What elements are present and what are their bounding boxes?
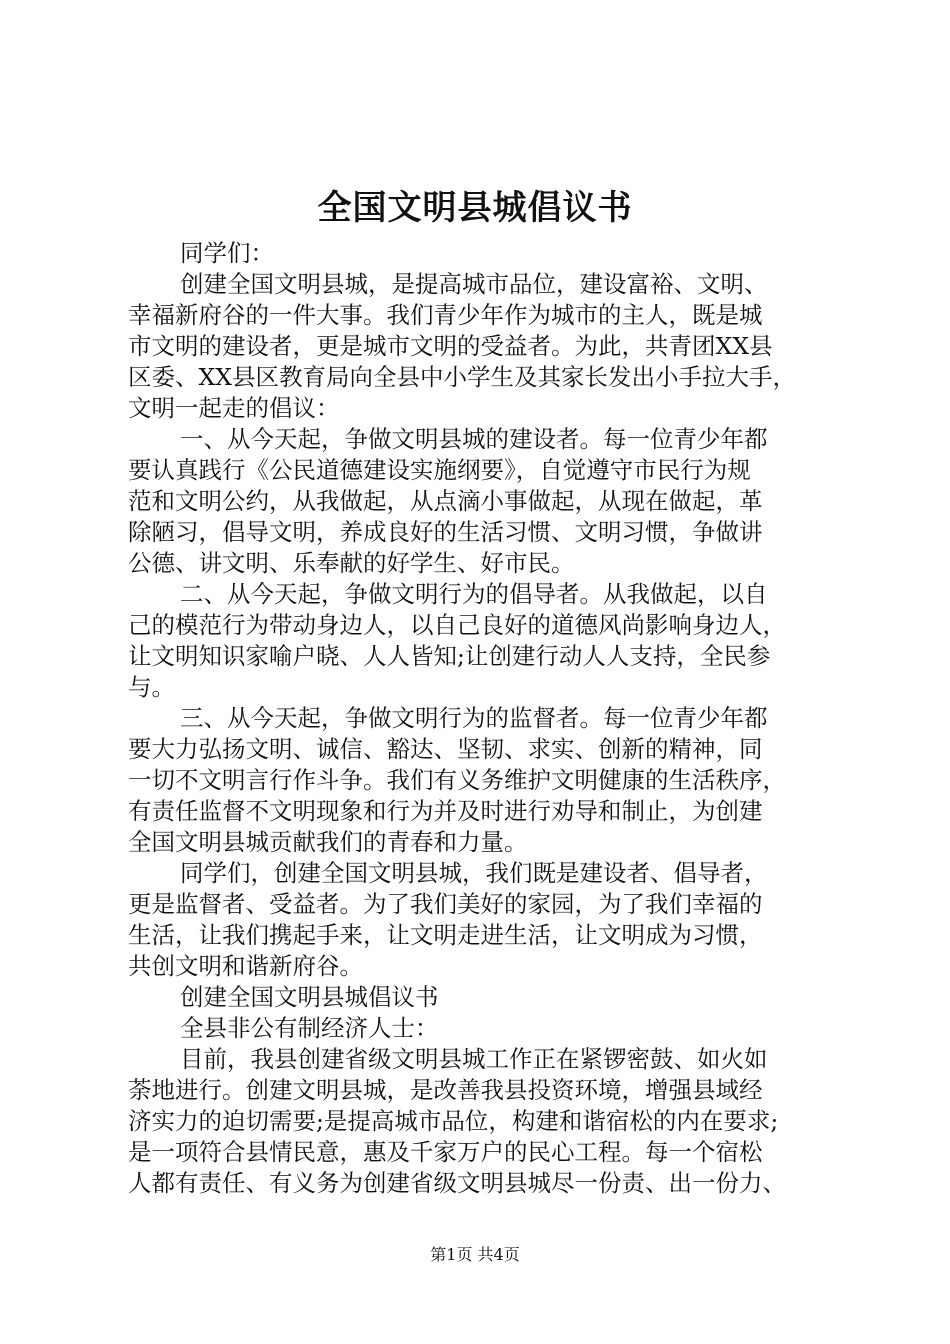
- section-heading: 创建全国文明县城倡议书: [180, 983, 439, 1011]
- paragraph-line: 让文明知识家喻户晓、人人皆知;让创建行动人人支持，全民参: [128, 642, 771, 670]
- page-number-footer: 第1页 共4页: [430, 1245, 520, 1264]
- document-title: 全国文明县城倡议书: [317, 188, 633, 228]
- paragraph-line: 同学们，创建全国文明县城，我们既是建设者、倡导者，: [180, 859, 768, 887]
- paragraph-line: 范和文明公约，从我做起，从点滴小事做起，从现在做起，革: [128, 487, 763, 515]
- paragraph-line: 荼地进行。创建文明县城，是改善我县投资环境，增强县域经: [128, 1076, 763, 1104]
- paragraph-line: 是一项符合县情民意，惠及千家万户的民心工程。每一个宿松: [128, 1138, 763, 1166]
- paragraph-line: 一切不文明言行作斗争。我们有义务维护文明健康的生活秩序，: [128, 766, 786, 794]
- paragraph-line: 一、从今天起，争做文明县城的建设者。每一位青少年都: [180, 425, 768, 453]
- paragraph-line: 己的模范行为带动身边人，以自己良好的道德风尚影响身边人，: [128, 611, 786, 639]
- paragraph-line: 人都有责任、有义务为创建省级文明县城尽一份责、出一份力、: [128, 1169, 786, 1197]
- paragraph-line: 公德、讲文明、乐奉献的好学生、好市民。: [128, 549, 575, 577]
- paragraph-line: 除陋习，倡导文明，养成良好的生活习惯、文明习惯，争做讲: [128, 518, 763, 546]
- paragraph-line: 要认真践行《公民道德建设实施纲要》，自觉遵守市民行为规: [128, 456, 751, 484]
- paragraph-line: 幸福新府谷的一件大事。我们青少年作为城市的主人，既是城: [128, 301, 763, 329]
- paragraph-line: 创建全国文明县城，是提高城市品位，建设富裕、文明、: [180, 270, 768, 298]
- paragraph-line: 三、从今天起，争做文明行为的监督者。每一位青少年都: [180, 704, 768, 732]
- salutation: 同学们：: [180, 239, 274, 267]
- paragraph-line: 要大力弘扬文明、诚信、豁达、坚韧、求实、创新的精神，同: [128, 735, 763, 763]
- paragraph-line: 更是监督者、受益者。为了我们美好的家园，为了我们幸福的: [128, 890, 763, 918]
- paragraph-line: 全国文明县城贡献我们的青春和力量。: [128, 828, 528, 856]
- paragraph-line: 文明一起走的倡议：: [128, 394, 340, 422]
- paragraph-line: 有责任监督不文明现象和行为并及时进行劝导和制止，为创建: [128, 797, 763, 825]
- paragraph-line: 二、从今天起，争做文明行为的倡导者。从我做起，以自: [180, 580, 768, 608]
- document-body: [128, 238, 834, 1199]
- paragraph-line: 与。: [128, 673, 175, 701]
- paragraph-line: 生活，让我们携起手来，让文明走进生活，让文明成为习惯，: [128, 921, 763, 949]
- paragraph-line: 共创文明和谐新府谷。: [128, 952, 363, 980]
- paragraph-line: 目前，我县创建省级文明县城工作正在紧锣密鼓、如火如: [180, 1045, 768, 1073]
- paragraph-line: 区委、XX县区教育局向全县中小学生及其家长发出小手拉大手，: [128, 363, 796, 391]
- paragraph-line: 济实力的迫切需要;是提高城市品位，构建和谐宿松的内在要求;: [128, 1107, 779, 1135]
- salutation: 全县非公有制经济人士：: [180, 1014, 439, 1042]
- paragraph-line: 市文明的建设者，更是城市文明的受益者。为此，共青团XX县: [128, 332, 773, 360]
